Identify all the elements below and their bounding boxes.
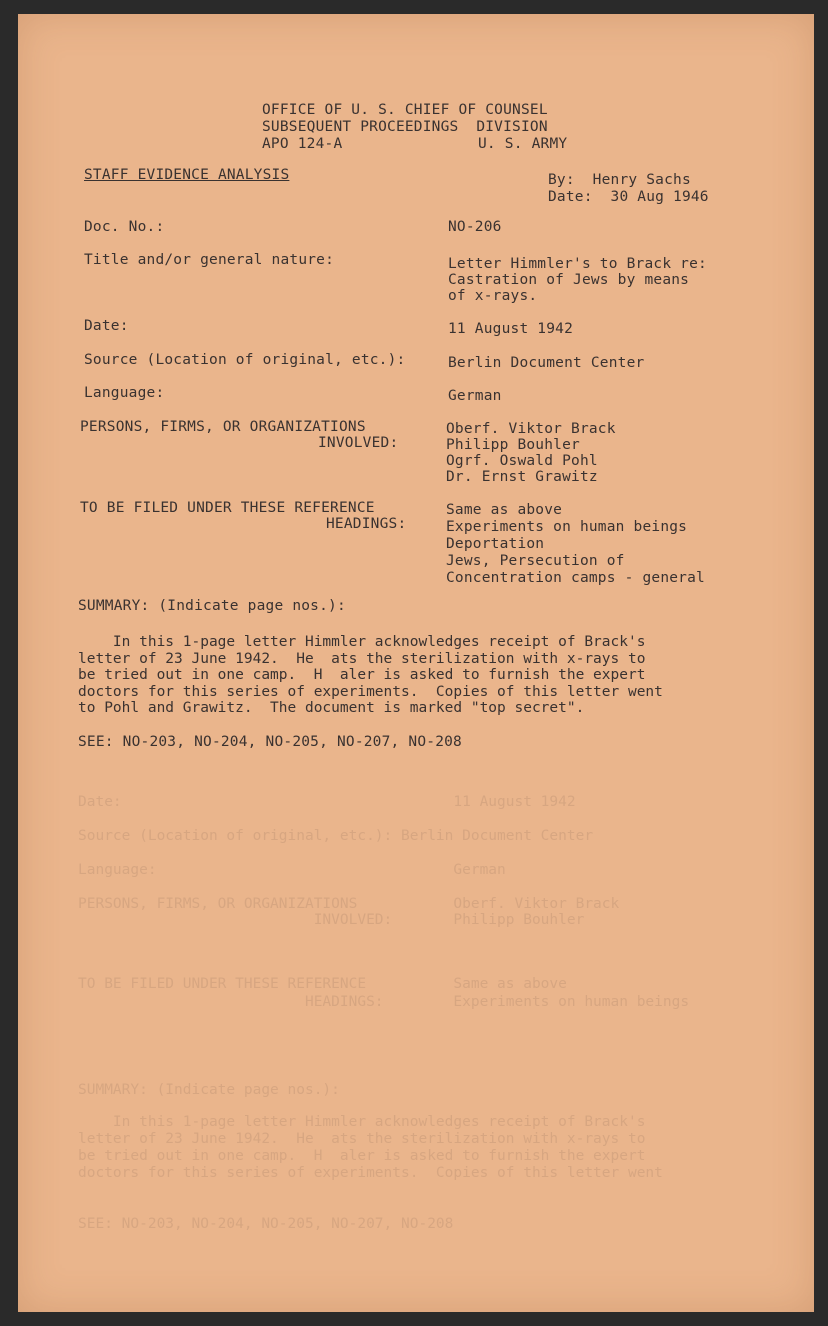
bleed-through-text: Source (Location of original, etc.): Berlin Document Center <box>78 828 594 844</box>
bleed-through-text: be tried out in one camp. H aler is asked to furnish the expert <box>78 1148 646 1164</box>
bleed-through-text: In this 1-page letter Himmler acknowledges receipt of Brack's <box>78 1114 646 1130</box>
person-item: Ogrf. Oswald Pohl <box>446 453 598 469</box>
persons-label-involved: INVOLVED: <box>318 435 399 451</box>
source-label: Source (Location of original, etc.): <box>84 352 406 368</box>
header-division: SUBSEQUENT PROCEEDINGS DIVISION <box>262 119 548 135</box>
date-label: Date: <box>84 318 129 334</box>
filed-label: TO BE FILED UNDER THESE REFERENCE <box>80 500 375 516</box>
analysis-title: STAFF EVIDENCE ANALYSIS <box>84 167 290 183</box>
header-army: U. S. ARMY <box>478 136 568 152</box>
title-label: Title and/or general nature: <box>84 252 335 268</box>
summary-line: doctors for this series of experiments. Copies of this letter went <box>78 683 663 700</box>
bleed-through-text: HEADINGS: Experiments on human beings <box>78 994 690 1010</box>
filed-label-headings: HEADINGS: <box>326 516 407 532</box>
bleed-through-text: PERSONS, FIRMS, OR ORGANIZATIONS Oberf. Viktor Brack <box>78 896 620 912</box>
person-item: Philipp Bouhler <box>446 437 580 453</box>
filed-item: Concentration camps - general <box>446 570 705 586</box>
doc-no-value: NO-206 <box>448 219 502 235</box>
header-office: OFFICE OF U. S. CHIEF OF COUNSEL <box>262 102 548 118</box>
bleed-through-text: Date: 11 August 1942 <box>78 794 576 810</box>
header-apo: APO 124-A <box>262 136 343 152</box>
persons-label: PERSONS, FIRMS, OR ORGANIZATIONS <box>80 419 366 435</box>
bleed-through-text: INVOLVED: Philipp Bouhler <box>78 912 585 928</box>
filed-item: Deportation <box>446 536 545 552</box>
bleed-through-text: Language: German <box>78 862 506 878</box>
date-line: Date: 30 Aug 1946 <box>548 189 709 205</box>
source-value: Berlin Document Center <box>448 355 645 371</box>
title-value-line: Letter Himmler's to Brack re: <box>448 256 707 272</box>
filed-item: Same as above <box>446 502 563 518</box>
bleed-through-text: doctors for this series of experiments. Copies of this letter went <box>78 1165 663 1181</box>
filed-item: Jews, Persecution of <box>446 553 625 569</box>
person-item: Oberf. Viktor Brack <box>446 421 616 437</box>
bleed-through-text: letter of 23 June 1942. He ats the sterilization with x-rays to <box>78 1131 646 1147</box>
summary-body <box>78 634 768 717</box>
summary-line: to Pohl and Grawitz. The document is marked "top secret". <box>78 700 585 716</box>
bleed-through-text: SEE: NO-203, NO-204, NO-205, NO-207, NO-208 <box>78 1216 454 1232</box>
summary-label: SUMMARY: (Indicate page nos.): <box>78 598 346 614</box>
person-item: Dr. Ernst Grawitz <box>446 469 598 485</box>
doc-no-label: Doc. No.: <box>84 219 165 235</box>
title-value-line: Castration of Jews by means <box>448 272 690 288</box>
date-value: 11 August 1942 <box>448 321 574 337</box>
by-line: By: Henry Sachs <box>548 172 691 188</box>
summary-line: be tried out in one camp. H aler is asked to furnish the expert <box>78 667 646 683</box>
see-also: SEE: NO-203, NO-204, NO-205, NO-207, NO-208 <box>78 734 462 750</box>
bleed-through-text: SUMMARY: (Indicate page nos.): <box>78 1082 340 1098</box>
document-page <box>18 14 814 1312</box>
summary-line: letter of 23 June 1942. He ats the sterilization with x-rays to <box>78 650 646 667</box>
filed-item: Experiments on human beings <box>446 519 688 535</box>
language-value: German <box>448 388 502 404</box>
bleed-through-text: TO BE FILED UNDER THESE REFERENCE Same as above <box>78 976 567 992</box>
language-label: Language: <box>84 385 165 401</box>
title-value-line: of x-rays. <box>448 288 538 304</box>
summary-line: In this 1-page letter Himmler acknowledges receipt of Brack's <box>78 634 646 650</box>
